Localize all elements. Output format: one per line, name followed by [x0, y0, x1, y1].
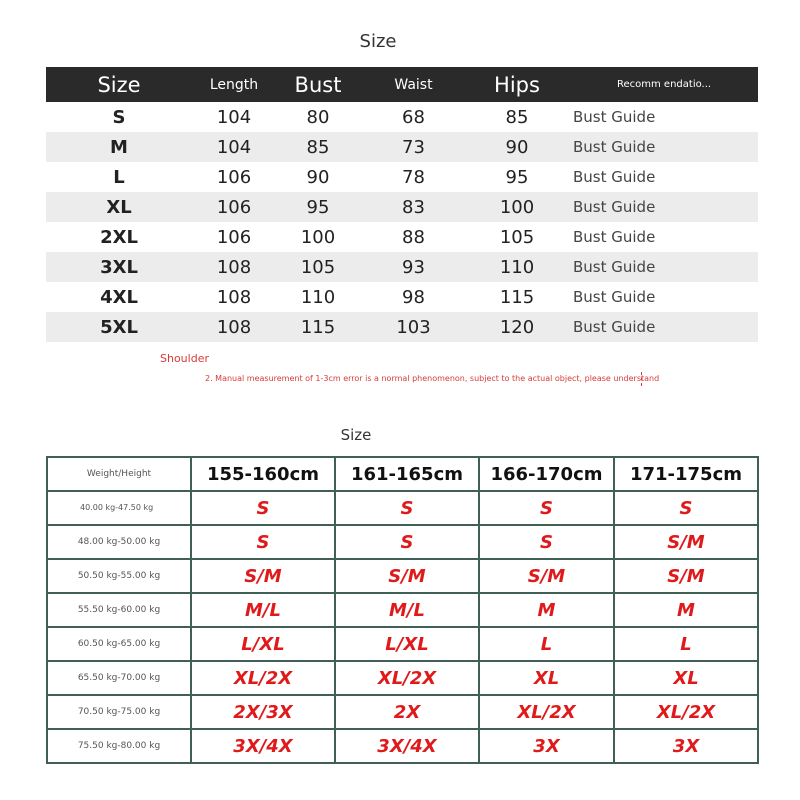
- weight-height-label: Weight/Height: [47, 457, 191, 491]
- cell-bust: 100: [300, 226, 336, 248]
- weight-range: 75.50 kg-80.00 kg: [47, 729, 191, 763]
- cell-size: S: [112, 106, 126, 128]
- cell-hips: 85: [505, 106, 529, 128]
- table-row: [47, 525, 758, 559]
- size-recommendation: 3X: [614, 729, 758, 763]
- table-row: [46, 192, 758, 222]
- size-chart-table: [46, 67, 758, 342]
- table-row: [46, 222, 758, 252]
- size-recommendation: S/M: [479, 559, 614, 593]
- size-recommendation: S: [479, 525, 614, 559]
- cell-length: 108: [216, 286, 252, 308]
- cell-size: 5XL: [46, 312, 192, 342]
- cell-bust: 85: [276, 132, 360, 162]
- weight-range: 60.50 kg-65.00 kg: [47, 627, 191, 661]
- cell-guide: Bust Guide: [573, 228, 656, 246]
- cell-length: 104: [192, 132, 276, 162]
- height-range: 161-165cm: [335, 457, 479, 491]
- size-recommendation: S: [191, 491, 335, 525]
- weight-range: 55.50 kg-60.00 kg: [47, 593, 191, 627]
- size-recommendation: 2X/3X: [191, 695, 335, 729]
- size-recommendation: L/XL: [335, 627, 479, 661]
- cell-size: 4XL: [100, 286, 138, 308]
- cell-length: 108: [192, 252, 276, 282]
- fit-chart-header: [47, 457, 758, 491]
- size-recommendation: S/M: [614, 525, 758, 559]
- header-hips: Hips: [467, 67, 567, 102]
- cell-length: 108: [192, 312, 276, 342]
- table-row: [46, 102, 758, 132]
- header-waist: Waist: [360, 67, 467, 102]
- size-recommendation: M: [479, 593, 614, 627]
- size-recommendation: L/XL: [191, 627, 335, 661]
- table-row: [47, 729, 758, 763]
- height-range: 171-175cm: [614, 457, 758, 491]
- size-chart-title: Size: [359, 31, 397, 52]
- table-row: [47, 491, 758, 525]
- header-recommendation: Recomm endatio...: [567, 67, 758, 102]
- size-chart-header: [46, 67, 758, 102]
- table-row: [46, 132, 758, 162]
- table-row: [46, 162, 758, 192]
- cell-guide: Bust Guide: [567, 132, 758, 162]
- cell-guide: Bust Guide: [567, 252, 758, 282]
- size-recommendation: M: [614, 593, 758, 627]
- cell-bust: 95: [276, 192, 360, 222]
- size-recommendation: M/L: [335, 593, 479, 627]
- cell-length: 104: [216, 106, 252, 128]
- cell-waist: 103: [360, 312, 467, 342]
- cell-size: M: [46, 132, 192, 162]
- size-recommendation: XL/2X: [335, 661, 479, 695]
- header-bust: Bust: [276, 67, 360, 102]
- cell-bust: 110: [300, 286, 336, 308]
- height-range: 166-170cm: [479, 457, 614, 491]
- size-recommendation: 2X: [335, 695, 479, 729]
- size-recommendation: XL/2X: [614, 695, 758, 729]
- table-row: [47, 695, 758, 729]
- cell-waist: 93: [360, 252, 467, 282]
- table-row: [46, 282, 758, 312]
- table-row: [47, 661, 758, 695]
- cell-bust: 105: [276, 252, 360, 282]
- weight-range: 40.00 kg-47.50 kg: [47, 491, 191, 525]
- measurement-note: 2. Manual measurement of 1-3cm error is a normal phenomenon, subject to the actual object, please understand: [205, 374, 660, 383]
- cell-hips: 120: [467, 312, 567, 342]
- size-recommendation: 3X: [479, 729, 614, 763]
- cell-guide: Bust Guide: [573, 108, 656, 126]
- size-recommendation: 3X/4X: [191, 729, 335, 763]
- cell-bust: 80: [306, 106, 330, 128]
- cell-length: 106: [192, 192, 276, 222]
- size-recommendation: XL/2X: [479, 695, 614, 729]
- cell-hips: 110: [467, 252, 567, 282]
- size-recommendation: XL: [479, 661, 614, 695]
- cell-size: 2XL: [100, 226, 138, 248]
- weight-range: 70.50 kg-75.00 kg: [47, 695, 191, 729]
- size-recommendation: S/M: [614, 559, 758, 593]
- size-recommendation: M/L: [191, 593, 335, 627]
- height-range: 155-160cm: [191, 457, 335, 491]
- cell-bust: 115: [276, 312, 360, 342]
- cell-guide: Bust Guide: [567, 312, 758, 342]
- cell-length: 106: [216, 166, 252, 188]
- weight-range: 50.50 kg-55.00 kg: [47, 559, 191, 593]
- cell-hips: 115: [499, 286, 535, 308]
- size-recommendation: L: [614, 627, 758, 661]
- note-divider: [641, 372, 642, 386]
- cell-hips: 95: [505, 166, 529, 188]
- table-row: [47, 627, 758, 661]
- cell-waist: 88: [402, 226, 425, 248]
- size-recommendation: S: [335, 525, 479, 559]
- table-row: [46, 312, 758, 342]
- size-recommendation: S/M: [191, 559, 335, 593]
- fit-chart-table: [46, 456, 759, 764]
- cell-waist: 78: [402, 166, 425, 188]
- size-recommendation: S: [335, 491, 479, 525]
- size-recommendation: S: [479, 491, 614, 525]
- cell-waist: 83: [360, 192, 467, 222]
- size-recommendation: S/M: [335, 559, 479, 593]
- size-recommendation: S: [614, 491, 758, 525]
- cell-size: 3XL: [46, 252, 192, 282]
- cell-hips: 100: [467, 192, 567, 222]
- cell-guide: Bust Guide: [573, 168, 656, 186]
- table-row: [47, 559, 758, 593]
- size-recommendation: S: [191, 525, 335, 559]
- size-recommendation: XL: [614, 661, 758, 695]
- weight-range: 48.00 kg-50.00 kg: [47, 525, 191, 559]
- weight-range: 65.50 kg-70.00 kg: [47, 661, 191, 695]
- cell-hips: 105: [499, 226, 535, 248]
- table-row: [46, 252, 758, 282]
- fit-chart-title: Size: [340, 426, 372, 444]
- cell-hips: 90: [467, 132, 567, 162]
- size-recommendation: XL/2X: [191, 661, 335, 695]
- header-size: Size: [46, 67, 192, 102]
- cell-length: 106: [216, 226, 252, 248]
- cell-guide: Bust Guide: [573, 288, 656, 306]
- cell-size: XL: [46, 192, 192, 222]
- cell-waist: 98: [402, 286, 425, 308]
- size-recommendation: L: [479, 627, 614, 661]
- cell-guide: Bust Guide: [567, 192, 758, 222]
- shoulder-note: Shoulder: [160, 352, 209, 365]
- cell-waist: 73: [360, 132, 467, 162]
- cell-size: L: [113, 166, 125, 188]
- size-recommendation: 3X/4X: [335, 729, 479, 763]
- cell-waist: 68: [402, 106, 425, 128]
- table-row: [47, 593, 758, 627]
- header-length: Length: [192, 67, 276, 102]
- cell-bust: 90: [306, 166, 330, 188]
